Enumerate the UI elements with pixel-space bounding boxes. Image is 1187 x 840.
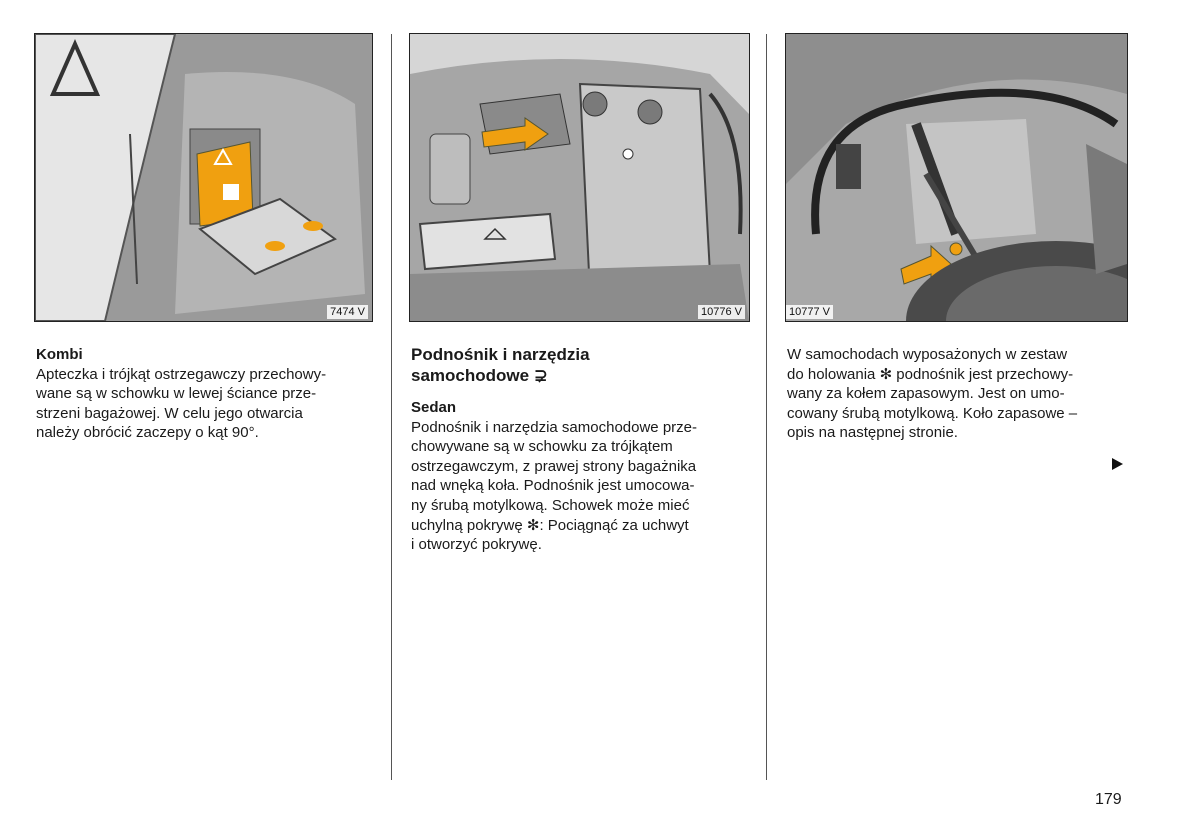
figure-kombi-trunk	[34, 33, 373, 322]
section-towing-kit	[787, 345, 1132, 443]
section-title-line	[411, 365, 756, 386]
figure-jack-behind-wheel	[785, 33, 1128, 322]
sedan-trunk-illustration	[410, 34, 749, 321]
page-number: 179	[1095, 791, 1122, 808]
figure-code: 10776 V	[698, 305, 745, 319]
body-line: cowany śrubą motylkową. Koło zapasowe –	[787, 404, 1078, 422]
body-line: strzeni bagażowej. W celu jego otwarcia	[36, 404, 303, 422]
section-jack-tools	[411, 344, 756, 555]
section-kombi	[36, 345, 381, 443]
body-line: ostrzegawczym, z prawej strony bagażnika	[411, 457, 697, 475]
continue-arrow-icon	[1112, 458, 1123, 470]
section-heading: Kombi	[36, 346, 83, 363]
body-line: wany za kołem zapasowym. Jest on umo-	[787, 385, 1065, 403]
figure-code: 7474 V	[327, 305, 368, 319]
body-line: ny śrubą motylkową. Schowek może mieć	[411, 496, 690, 514]
section-title-line: Podnośnik i narzędzia	[411, 345, 590, 364]
figure-code: 10777 V	[786, 305, 833, 319]
section-subheading: Sedan	[411, 399, 457, 416]
body-line: W samochodach wyposażonych w zestaw	[787, 346, 1068, 363]
jack-behind-wheel-illustration	[786, 34, 1127, 321]
column-divider	[766, 34, 767, 780]
body-line: opis na następnej stronie.	[787, 424, 958, 442]
section-title-text: samochodowe	[411, 366, 530, 385]
body-line: nad wnęką koła. Podnośnik jest umocowa-	[411, 477, 695, 495]
figure-sedan-trunk	[409, 33, 750, 322]
body-line: uchylną pokrywę ✻: Pociągnąć za uchwyt	[411, 516, 689, 534]
body-line: do holowania ✻ podnośnik jest przechowy-	[787, 365, 1074, 383]
body-line: i otworzyć pokrywę.	[411, 536, 542, 554]
kombi-trunk-illustration	[35, 34, 372, 321]
body-line: Podnośnik i narzędzia samochodowe prze-	[411, 418, 697, 436]
body-line: wane są w schowku w lewej ściance prze-	[36, 385, 317, 403]
car-lift-icon: ⊋	[533, 366, 549, 385]
body-line: należy obrócić zaczepy o kąt 90°.	[36, 424, 259, 442]
body-line: chowywane są w schowku za trójkątem	[411, 438, 673, 456]
body-line: Apteczka i trójkąt ostrzegawczy przechowy-	[36, 365, 327, 383]
column-divider	[391, 34, 392, 780]
